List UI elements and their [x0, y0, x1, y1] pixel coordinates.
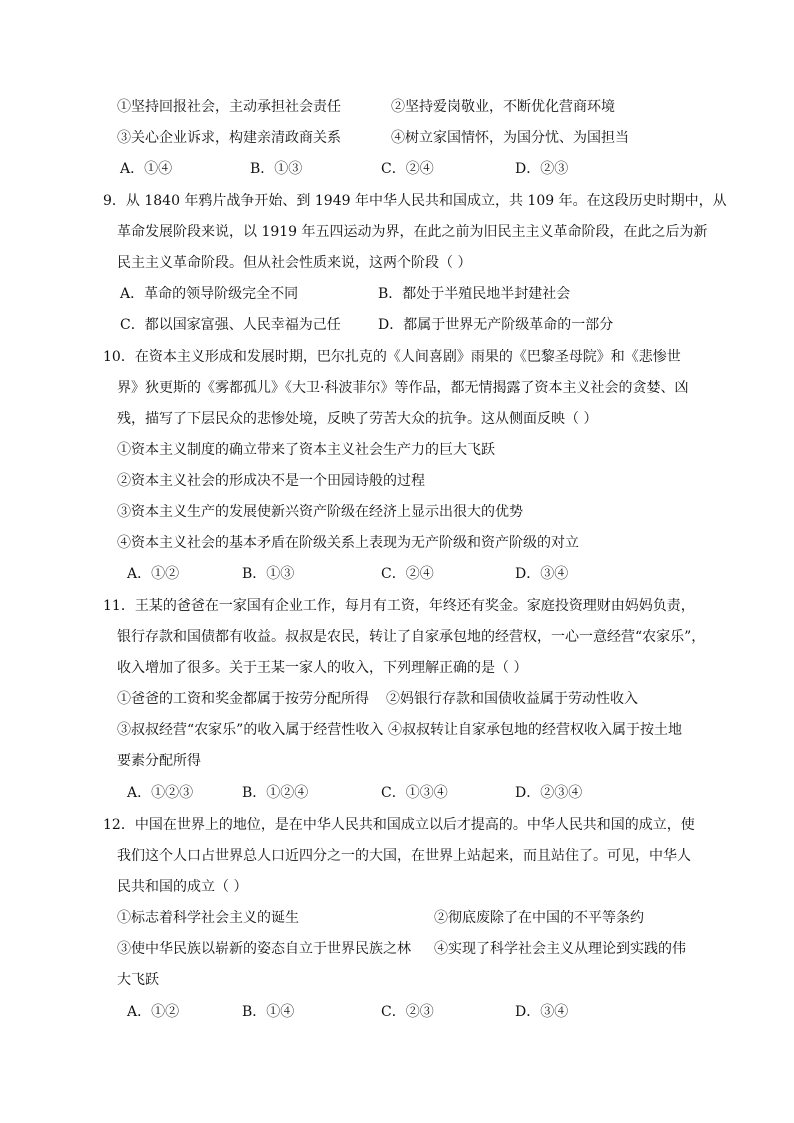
q8-option-d: D．②③ — [515, 161, 569, 177]
q11-statement-4-cont: 要素分配所得 — [117, 753, 201, 769]
q10-statement-2: ②资本主义社会的形成决不是一个田园诗般的过程 — [117, 473, 425, 489]
q9-option-c: C．都以国家富强、人民幸福为己任 — [120, 317, 341, 333]
q12-stem-line-3: 民共和国的成立（ ） — [117, 879, 248, 895]
q10-option-a: A．①② — [127, 566, 180, 582]
q10-option-b: B．①③ — [242, 566, 295, 582]
q12-statement-2: ②彻底废除了在中国的不平等条约 — [434, 910, 644, 926]
q11-statement-2: ②妈银行存款和国债收益属于劳动性收入 — [386, 691, 638, 707]
q8-statement-2: ②坚持爱岗敬业，不断优化营商环境 — [391, 99, 615, 115]
q8-statement-1: ①坚持回报社会，主动承担社会责任 — [117, 99, 341, 115]
q9-stem-line-3: 民主主义革命阶段。但从社会性质来说，这两个阶段（ ） — [117, 255, 472, 271]
q12-option-b: B．①④ — [242, 1004, 295, 1020]
q8-option-c: C．②④ — [381, 161, 434, 177]
q11-stem-line-2: 银行存款和国债都有收益。叔叔是农民，转让了自家承包地的经营权，一心一意经营“农家乐”， — [117, 629, 706, 645]
q12-option-d: D．③④ — [515, 1004, 569, 1020]
q12-option-a: A．①② — [127, 1004, 180, 1020]
q11-option-a: A．①②③ — [127, 785, 194, 801]
q10-stem-line-2: 界》狄更斯的《雾都孤儿》《大卫·科波菲尔》等作品，都无情揭露了资本主义社会的贪婪、凶 — [117, 380, 689, 396]
q10-option-d: D．③④ — [515, 566, 569, 582]
q10-stem-line-3: 残，描写了下层民众的悲惨处境，反映了劳苦大众的抗争。这从侧面反映（ ） — [117, 411, 598, 427]
q10-statement-4: ④资本主义社会的基本矛盾在阶级关系上表现为无产阶级和资产阶级的对立 — [117, 535, 579, 551]
q11-option-c: C．①③④ — [381, 785, 448, 801]
q11-statement-4: ④叔叔转让自家承包地的经营权收入属于按土地 — [388, 722, 682, 738]
q11-option-d: D．②③④ — [515, 785, 583, 801]
q9-option-d: D．都属于世界无产阶级革命的一部分 — [378, 317, 614, 333]
q8-option-a: A．①④ — [120, 161, 173, 177]
q12-stem-line-2: 我们这个人口占世界总人口近四分之一的大国，在世界上站起来，而且站住了。可见，中华人 — [117, 848, 691, 864]
q11-statement-1: ①爸爸的工资和奖金都属于按劳分配所得 — [117, 691, 369, 707]
q10-option-c: C．②④ — [381, 566, 434, 582]
q12-option-c: C．②③ — [381, 1004, 434, 1020]
q11-statement-3: ③叔叔经营“农家乐”的收入属于经营性收入 — [117, 722, 384, 738]
q10-stem-line-1: 10．在资本主义形成和发展时期，巴尔扎克的《人间喜剧》雨果的《巴黎圣母院》和《悲惨世 — [103, 349, 681, 365]
q12-statement-4-cont: 大飞跃 — [117, 972, 159, 988]
q11-stem-line-1: 11．王某的爸爸在一家国有企业工作，每月有工资，年终还有奖金。家庭投资理财由妈妈负责， — [103, 598, 695, 614]
q9-stem-line-1: 9．从 1840 年鸦片战争开始、到 1949 年中华人民共和国成立，共 109 年。在这段历史时期中，从 — [103, 193, 727, 209]
q9-stem-line-2: 革命发展阶段来说，以 1919 年五四运动为界，在此之前为旧民主主义革命阶段，在此之后为新 — [117, 224, 708, 240]
q8-option-b: B．①③ — [250, 161, 303, 177]
q12-statement-4: ④实现了科学社会主义从理论到实践的伟 — [434, 941, 686, 957]
q11-stem-line-3: 收入增加了很多。关于王某一家人的收入，下列理解正确的是（ ） — [117, 660, 528, 676]
q12-statement-1: ①标志着科学社会主义的诞生 — [117, 910, 299, 926]
q8-statement-4: ④树立家国情怀，为国分忧、为国担当 — [391, 130, 629, 146]
q9-option-b: B．都处于半殖民地半封建社会 — [378, 286, 571, 302]
q10-statement-3: ③资本主义生产的发展使新兴资产阶级在经济上显示出很大的优势 — [117, 504, 523, 520]
q12-statement-3: ③使中华民族以崭新的姿态自立于世界民族之林 — [117, 941, 411, 957]
q10-statement-1: ①资本主义制度的确立带来了资本主义社会生产力的巨大飞跃 — [117, 442, 495, 458]
q9-option-a: A．革命的领导阶级完全不同 — [120, 286, 299, 302]
q8-statement-3: ③关心企业诉求，构建亲清政商关系 — [117, 130, 341, 146]
q11-option-b: B．①②④ — [242, 785, 309, 801]
q12-stem-line-1: 12．中国在世界上的地位，是在中华人民共和国成立以后才提高的。中华人民共和国的成立，使 — [103, 817, 695, 833]
